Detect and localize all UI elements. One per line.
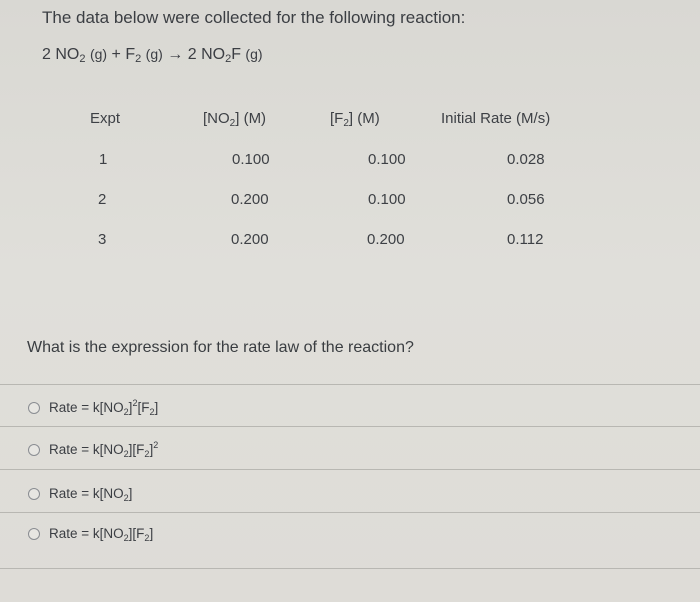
header-expt: Expt: [90, 110, 121, 127]
reactant-f2: F: [125, 46, 136, 63]
answer-option-3[interactable]: [28, 484, 132, 503]
divider: [0, 568, 700, 569]
radio-button[interactable]: [28, 444, 40, 456]
cell-expt: 2: [98, 191, 107, 208]
coefficient: 2: [187, 46, 197, 63]
plus-sign: +: [111, 46, 121, 63]
divider: [0, 426, 700, 427]
header-f2-conc: [330, 110, 380, 129]
subscript: 2: [343, 118, 349, 129]
subscript: 2: [149, 407, 155, 417]
header-f2-open: [F: [330, 110, 344, 127]
subscript: 2: [123, 449, 129, 459]
option-text: ]: [128, 486, 133, 501]
state-label: (g): [245, 46, 263, 62]
subscript: 2: [225, 53, 232, 65]
state-label: (g): [89, 46, 108, 62]
option-text: [F: [137, 400, 150, 415]
subscript: 2: [144, 533, 150, 543]
divider: [0, 469, 700, 470]
intro-text: The data below were collected for the following reaction:: [42, 8, 466, 27]
superscript: 2: [132, 398, 138, 408]
option-text: ][F: [128, 526, 145, 541]
option-text: Rate = k[NO: [49, 400, 124, 415]
option-label: [49, 398, 158, 417]
radio-button[interactable]: [28, 488, 40, 500]
option-label: [49, 524, 153, 543]
coefficient: 2: [42, 46, 51, 63]
answer-option-2[interactable]: [28, 440, 158, 459]
subscript: 2: [144, 449, 150, 459]
subscript: 2: [123, 493, 129, 503]
cell-expt: 1: [99, 151, 108, 168]
option-text: Rate = k[NO: [49, 526, 124, 541]
cell-no2: 0.200: [231, 191, 269, 208]
answer-option-1[interactable]: [28, 398, 158, 417]
radio-button[interactable]: [28, 402, 40, 414]
reaction-arrow: →: [167, 46, 184, 63]
option-text: ][F: [128, 442, 145, 457]
divider: [0, 512, 700, 513]
cell-expt: 3: [98, 231, 107, 248]
state-label: (g): [145, 46, 163, 62]
subscript: 2: [135, 53, 142, 65]
option-text: ]: [149, 442, 154, 457]
subscript: 2: [123, 407, 129, 417]
radio-button[interactable]: [28, 528, 40, 540]
option-text: ]: [128, 400, 133, 415]
cell-rate: 0.028: [507, 151, 545, 168]
cell-rate: 0.056: [507, 191, 545, 208]
option-text: Rate = k[NO: [49, 442, 124, 457]
cell-rate: 0.112: [507, 231, 544, 248]
divider: [0, 384, 700, 385]
header-initial-rate: Initial Rate (M/s): [441, 110, 551, 127]
cell-f2: 0.100: [368, 191, 406, 208]
header-no2-conc: [203, 110, 266, 129]
cell-no2: 0.100: [232, 151, 270, 168]
product-no2f: NO: [201, 46, 226, 63]
option-text: ]: [154, 400, 159, 415]
cell-f2: 0.100: [368, 151, 406, 168]
subscript: 2: [123, 533, 129, 543]
answer-option-4[interactable]: [28, 524, 153, 543]
option-label: [49, 440, 158, 459]
cell-f2: 0.200: [367, 231, 405, 248]
reactant-no2: NO: [55, 46, 80, 63]
header-no2-close: ] (M): [235, 110, 267, 127]
question-text: What is the expression for the rate law of the reaction?: [27, 339, 414, 356]
rate-data-table: [0, 0, 700, 300]
superscript: 2: [153, 440, 159, 450]
product-tail: F: [231, 46, 241, 63]
option-text: Rate = k[NO: [49, 486, 124, 501]
subscript: 2: [79, 53, 86, 65]
subscript: 2: [229, 118, 236, 129]
cell-no2: 0.200: [231, 231, 269, 248]
header-f2-close: ] (M): [348, 110, 380, 127]
header-no2-open: [NO: [203, 110, 230, 127]
option-text: ]: [149, 526, 154, 541]
option-label: [49, 484, 132, 503]
